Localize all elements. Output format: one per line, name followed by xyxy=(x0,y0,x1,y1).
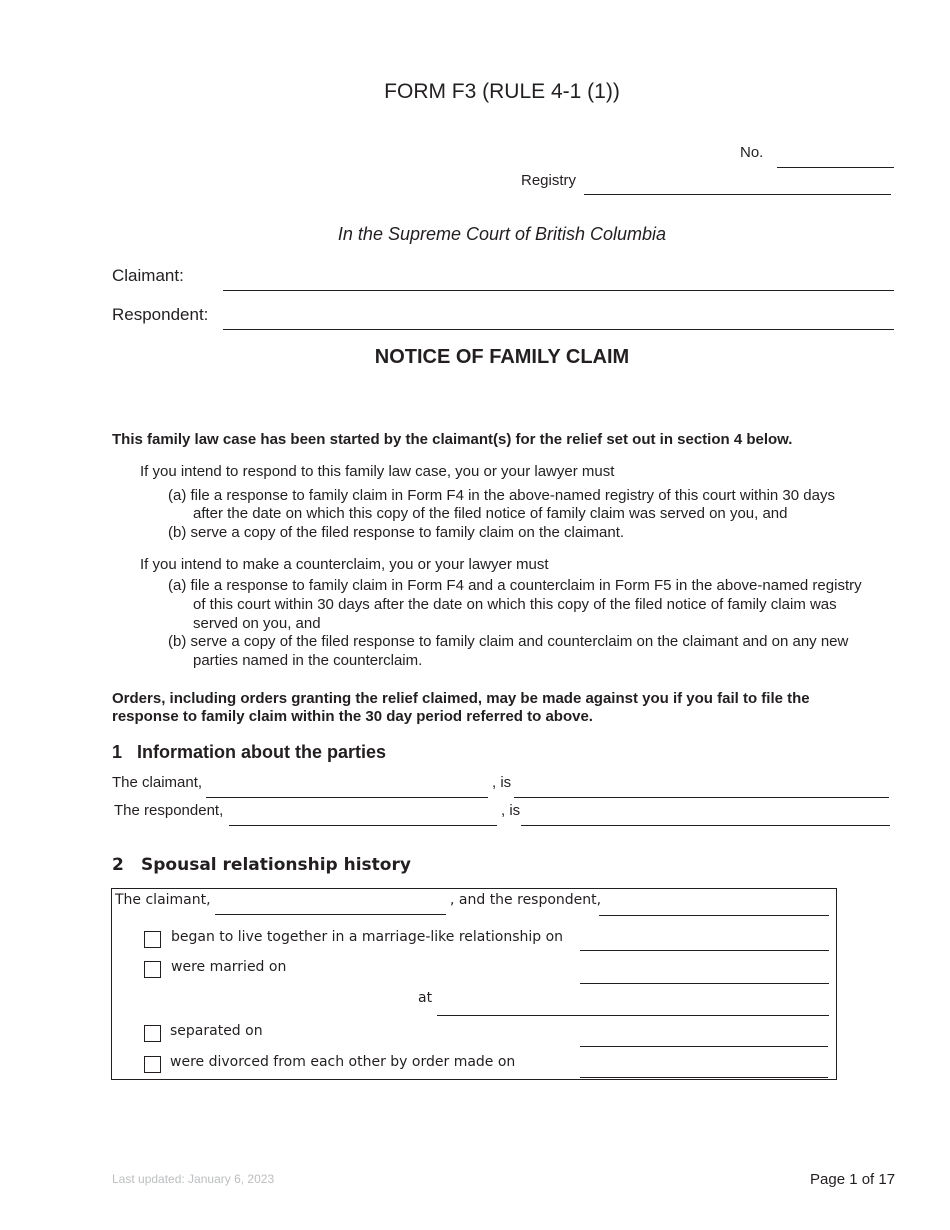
separated-label: separated on xyxy=(170,1023,263,1039)
married-label: were married on xyxy=(171,959,287,975)
divorced-date-field[interactable] xyxy=(580,1057,828,1078)
claimant-label: Claimant: xyxy=(112,266,184,285)
relationship-history-box xyxy=(111,888,837,1080)
history-claimant-field[interactable] xyxy=(215,894,446,915)
counter-item-b-cont: parties named in the counterclaim. xyxy=(193,652,423,669)
intro-lead: This family law case has been started by the claimant(s) for the relief set out in section 4 below. xyxy=(112,431,793,448)
married-date-field[interactable] xyxy=(580,963,829,984)
document-title: NOTICE OF FAMILY CLAIM xyxy=(374,346,630,368)
counter-item-a-cont2: served on you, and xyxy=(193,615,321,632)
counter-intro: If you intend to make a counterclaim, you or your lawyer must xyxy=(140,556,549,573)
warning-text-cont: response to family claim within the 30 day period referred to above. xyxy=(112,708,593,725)
claimant-field[interactable] xyxy=(223,270,894,291)
registry-label: Registry xyxy=(521,172,577,189)
parties-respondent-label: The respondent, xyxy=(114,802,224,819)
history-claimant-label: The claimant, xyxy=(115,892,211,908)
history-respondent-label: , and the respondent, xyxy=(450,892,602,908)
parties-respondent-name-field[interactable] xyxy=(229,805,497,826)
section-1-title: Information about the parties xyxy=(137,742,387,762)
married-checkbox[interactable] xyxy=(144,961,161,978)
last-updated-note: Last updated: January 6, 2023 xyxy=(112,1172,275,1186)
section-1-number: 1 xyxy=(112,742,123,762)
respond-item-a-cont: after the date on which this copy of the filed notice of family claim was served on you, and xyxy=(193,505,788,522)
parties-respondent-description-field[interactable] xyxy=(521,805,890,826)
section-2-title: Spousal relationship history xyxy=(141,855,411,875)
warning-text: Orders, including orders granting the relief claimed, may be made against you if you fail to file the xyxy=(112,690,810,707)
separated-date-field[interactable] xyxy=(580,1026,828,1047)
parties-claimant-is-label: , is xyxy=(492,774,512,791)
form-number-title: FORM F3 (RULE 4-1 (1)) xyxy=(384,80,620,103)
court-name: In the Supreme Court of British Columbia xyxy=(337,224,667,244)
counter-item-b: (b) serve a copy of the filed response to family claim and counterclaim on the claimant and on any new xyxy=(168,633,849,650)
divorced-checkbox[interactable] xyxy=(144,1056,161,1073)
registry-field[interactable] xyxy=(584,174,891,195)
respond-intro: If you intend to respond to this family law case, you or your lawyer must xyxy=(140,463,615,480)
file-number-field[interactable] xyxy=(777,147,894,168)
live-together-checkbox[interactable] xyxy=(144,931,161,948)
married-place-field[interactable] xyxy=(437,995,829,1016)
separated-checkbox[interactable] xyxy=(144,1025,161,1042)
respondent-field[interactable] xyxy=(223,309,894,330)
live-together-date-field[interactable] xyxy=(580,930,829,951)
live-together-label: began to live together in a marriage-like relationship on xyxy=(171,929,564,945)
respond-item-b: (b) serve a copy of the filed response to family claim on the claimant. xyxy=(168,524,625,541)
counter-item-a-cont: of this court within 30 days after the date on which this copy of the filed notice of family claim was xyxy=(193,596,837,613)
married-at-label: at xyxy=(418,990,433,1006)
parties-respondent-is-label: , is xyxy=(501,802,521,819)
respondent-label: Respondent: xyxy=(112,305,209,324)
respond-item-a: (a) file a response to family claim in Form F4 in the above-named registry of this court within 30 days xyxy=(168,487,835,504)
parties-claimant-label: The claimant, xyxy=(112,774,203,791)
file-number-label: No. xyxy=(740,144,764,161)
page-number: Page 1 of 17 xyxy=(810,1171,896,1188)
counter-item-a: (a) file a response to family claim in Form F4 and a counterclaim in Form F5 in the above-named registry xyxy=(168,577,862,594)
history-respondent-field[interactable] xyxy=(599,895,829,916)
divorced-label: were divorced from each other by order made on xyxy=(170,1054,516,1070)
section-2-number: 2 xyxy=(112,855,124,875)
parties-claimant-description-field[interactable] xyxy=(514,777,889,798)
parties-claimant-name-field[interactable] xyxy=(206,777,488,798)
